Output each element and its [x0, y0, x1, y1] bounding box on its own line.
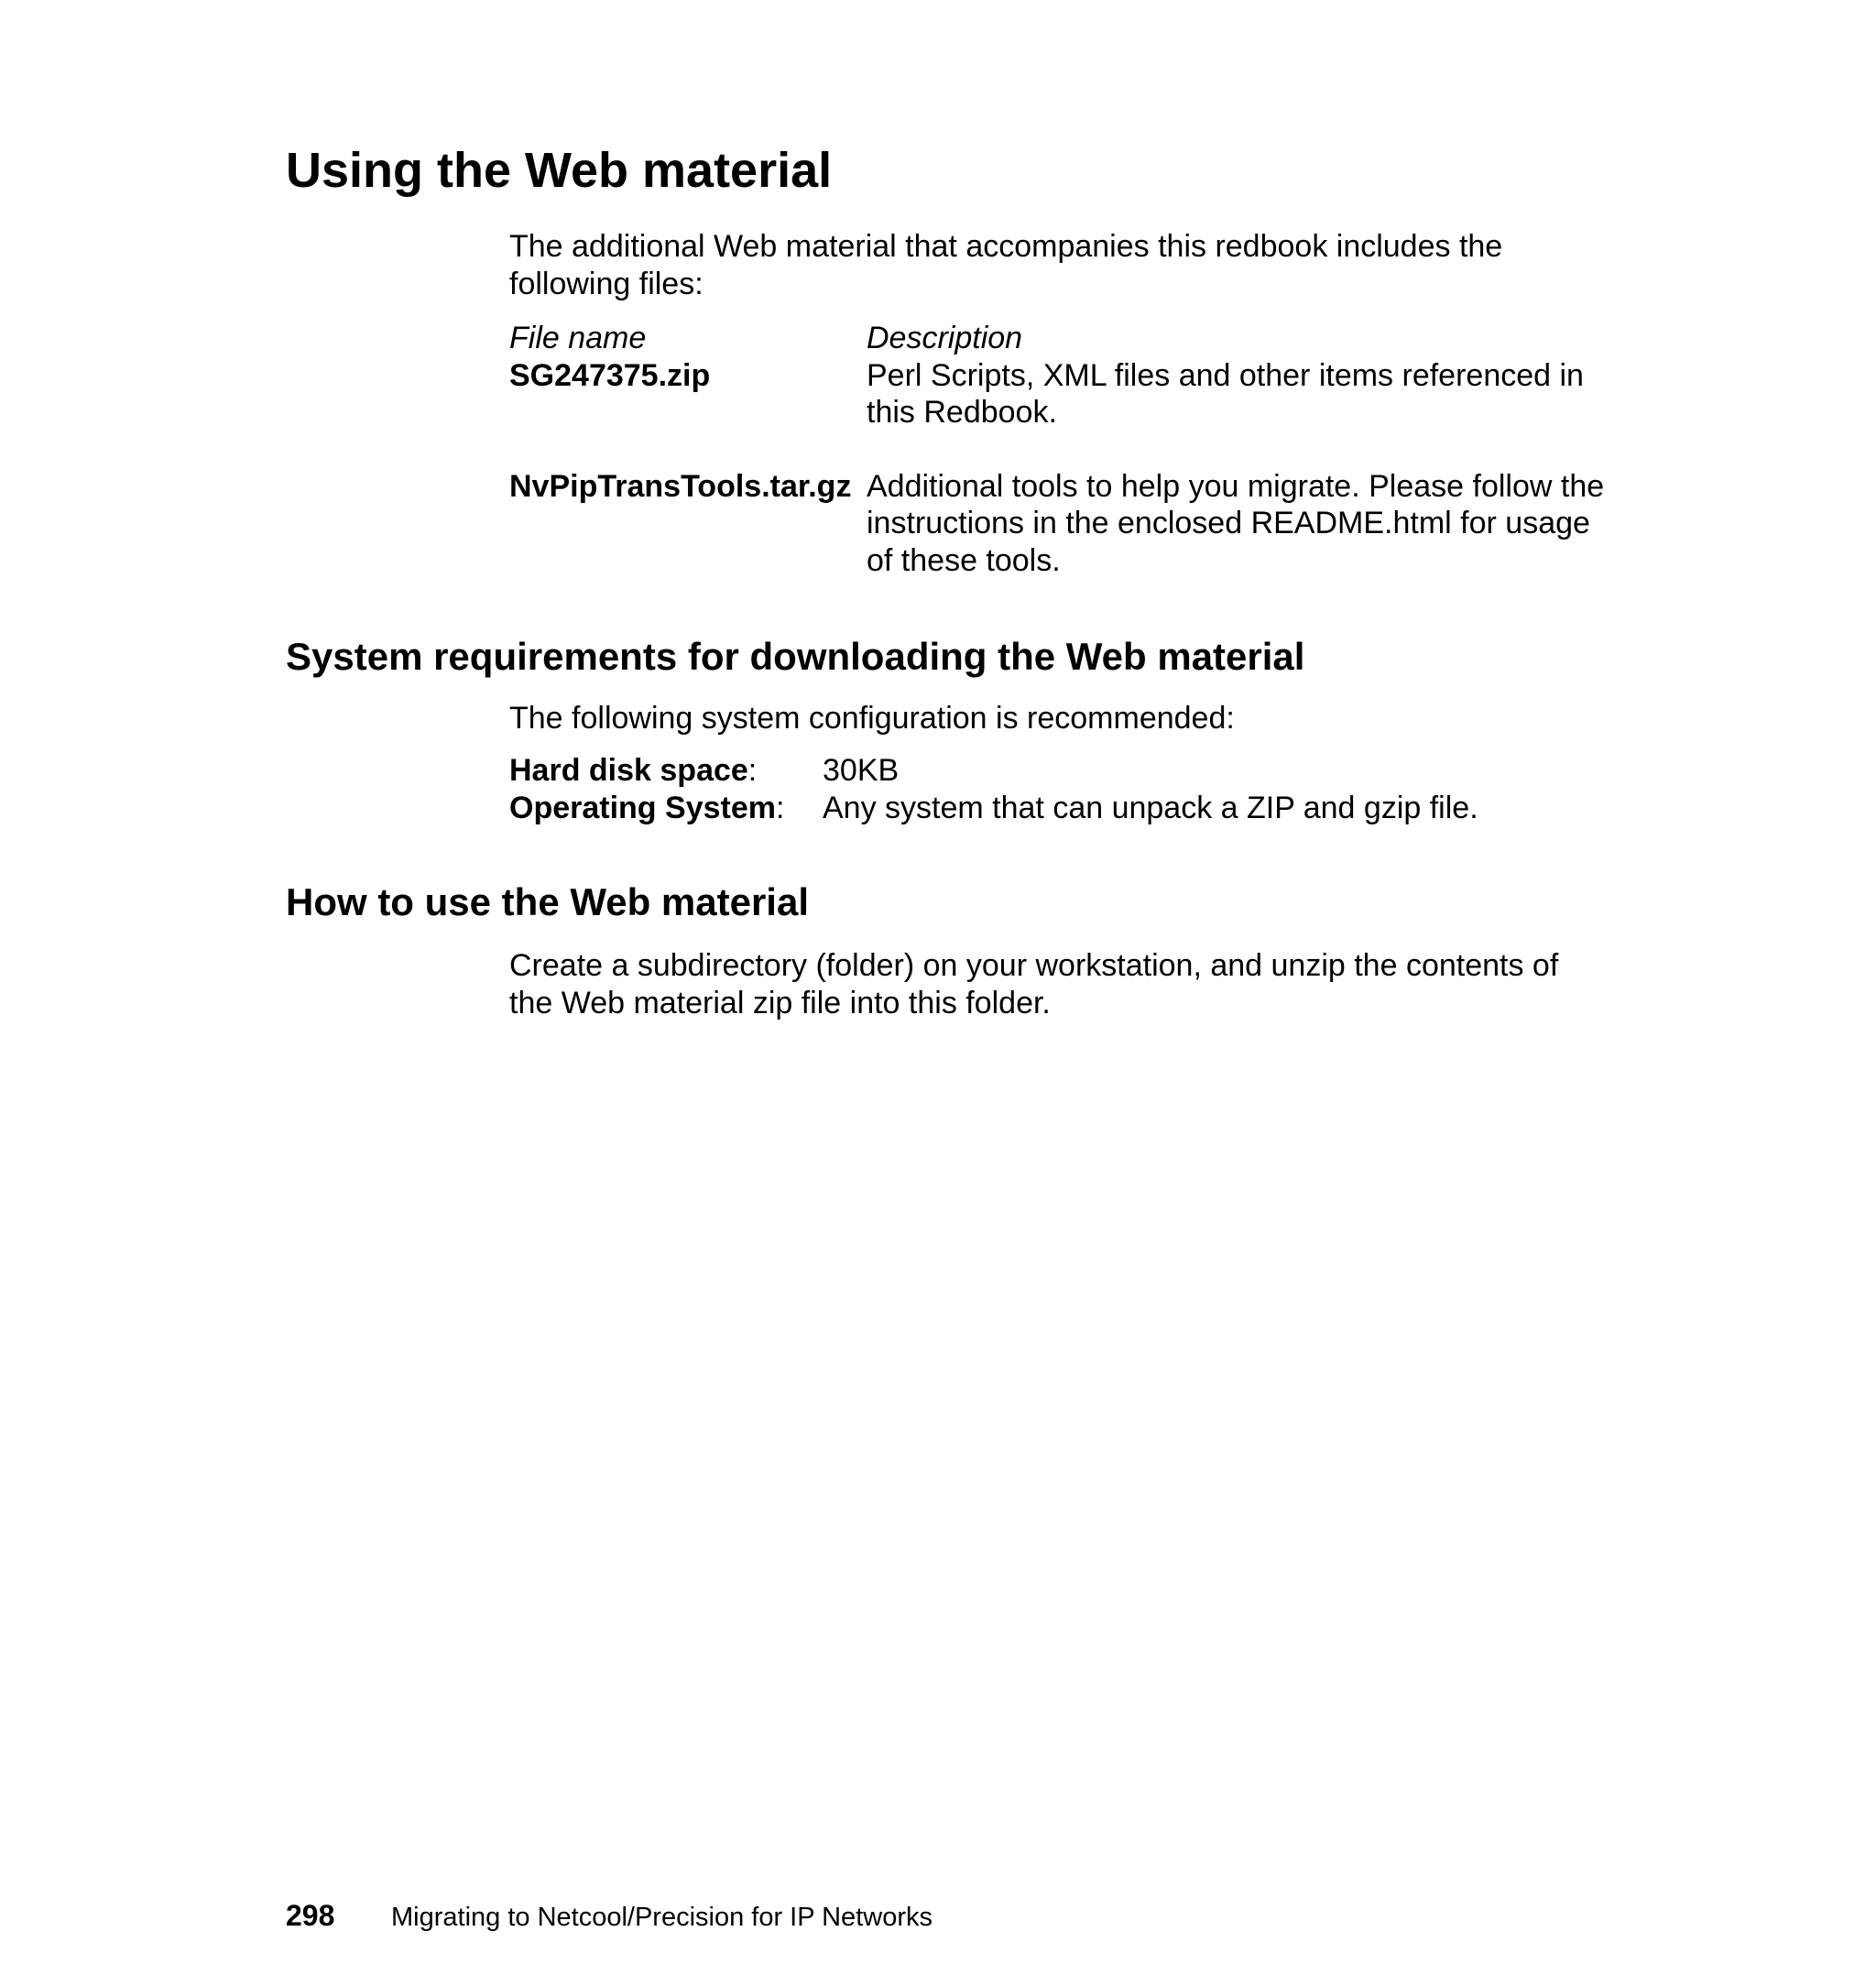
requirement-colon: :: [747, 753, 758, 788]
file-name: SG247375.zip: [509, 357, 711, 393]
page-title: Using the Web material: [286, 143, 833, 198]
table-row: [509, 468, 1609, 580]
file-description: Additional tools to help you migrate. Please follow the instructions in the enclosed README.html for usage of these tools.: [867, 468, 1605, 578]
table-row: [509, 357, 1609, 431]
column-header-file-name: File name: [509, 321, 647, 355]
requirement-label: Hard disk space: [509, 753, 748, 788]
requirement-label-wrapper: [509, 790, 823, 827]
requirement-colon: :: [775, 790, 785, 825]
column-header-description: Description: [867, 321, 1023, 355]
requirement-value: Any system that can unpack a ZIP and gzip file.: [823, 790, 1478, 825]
system-requirements-intro: The following system configuration is recommended:: [509, 701, 1235, 736]
how-to-use-paragraph: Create a subdirectory (folder) on your workstation, and unzip the contents of the Web material zip file into this folder.: [509, 948, 1559, 1020]
book-title: Migrating to Netcool/Precision for IP Networks: [391, 1903, 933, 1932]
files-table-header: [509, 320, 1609, 357]
how-to-use-heading: How to use the Web material: [286, 880, 809, 923]
requirement-label: Operating System: [509, 790, 776, 825]
file-description: Perl Scripts, XML files and other items referenced in this Redbook.: [867, 357, 1584, 430]
page-footer: [286, 1899, 933, 1934]
requirements-list: [509, 752, 1609, 826]
requirement-value: 30KB: [823, 753, 900, 788]
file-name: NvPipTransTools.tar.gz: [509, 468, 852, 504]
list-item: [509, 790, 1609, 827]
page-number: 298: [286, 1899, 335, 1932]
intro-paragraph: The additional Web material that accompanies this redbook includes the following files:: [509, 229, 1503, 301]
system-requirements-heading: System requirements for downloading the Web material: [286, 635, 1305, 678]
requirement-label-wrapper: [509, 752, 823, 790]
files-table: [509, 320, 1609, 579]
list-item: [509, 752, 1609, 790]
